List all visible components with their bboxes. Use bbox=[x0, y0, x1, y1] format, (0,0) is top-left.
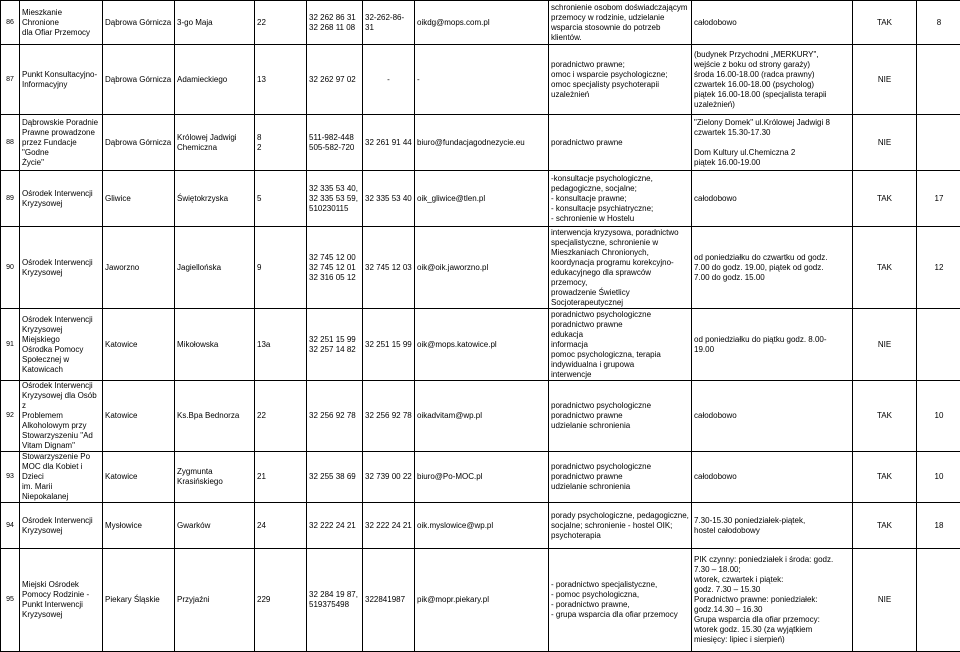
row-number: 95 bbox=[1, 549, 20, 652]
institution-name: Mieszkanie Chronione dla Ofiar Przemocy bbox=[20, 1, 103, 45]
phone-cell: 32 335 53 40, 32 335 53 59, 510230115 bbox=[307, 171, 363, 227]
institution-name: Miejski Ośrodek Pomocy Rodzinie - Punkt Interwencji Kryzysowej bbox=[20, 549, 103, 652]
email-cell: oik@mops.katowice.pl bbox=[415, 309, 549, 381]
institution-name: Stowarzyszenie Po MOC dla Kobiet i Dzieci im. Marii Niepokalanej bbox=[20, 452, 103, 503]
institution-name: Ośrodek Interwencji Kryzysowej dla Osób z Problemem Alkoholowym przy Stowarzyszeniu "Ad Vitam Dignam" bbox=[20, 381, 103, 452]
opening-hours-cell: całodobowo bbox=[692, 452, 853, 503]
shelter-cell: NIE bbox=[853, 549, 917, 652]
fax-cell: - bbox=[363, 45, 415, 115]
phone-cell: 32 256 92 78 bbox=[307, 381, 363, 452]
city-cell: Gliwice bbox=[103, 171, 175, 227]
shelter-cell: NIE bbox=[853, 115, 917, 171]
services-cell: - poradnictwo specjalistyczne, - pomoc psychologiczna, - poradnictwo prawne, - grupa wsparcia dla ofiar przemocy bbox=[549, 549, 692, 652]
places-cell: 10 bbox=[917, 381, 960, 452]
opening-hours-cell: PIK czynny: poniedziałek i środa: godz. 7.30 – 18.00; wtorek, czwartek i piątek: godz. 7.30 – 15.30 Poradnictwo prawne: poniedziałek: godz.14.30 – 16.30 Grupa wsparcia dla ofiar przemocy: wtorek godz. 15.30 (za wyjątkiem miesięcy: lipiec i sierpień) bbox=[692, 549, 853, 652]
house-number-cell: 9 bbox=[255, 227, 307, 309]
email-cell: biuro@Po-MOC.pl bbox=[415, 452, 549, 503]
fax-cell: 32 251 15 99 bbox=[363, 309, 415, 381]
row-number: 92 bbox=[1, 381, 20, 452]
places-cell: 17 bbox=[917, 171, 960, 227]
street-cell: Mikołowska bbox=[175, 309, 255, 381]
opening-hours-cell: 7.30-15.30 poniedziałek-piątek, hostel całodobowy bbox=[692, 503, 853, 549]
table-row bbox=[1, 549, 960, 652]
house-number-cell: 229 bbox=[255, 549, 307, 652]
phone-cell: 32 262 86 31 32 268 11 08 bbox=[307, 1, 363, 45]
places-cell bbox=[917, 549, 960, 652]
table-row bbox=[1, 171, 960, 227]
opening-hours-cell: (budynek Przychodni „MERKURY", wejście z boku od strony garaży) środa 16.00-18.00 (radca prawny) czwartek 16.00-18.00 (psycholog) piątek 16.00-18.00 (specjalista terapii uzależnień) bbox=[692, 45, 853, 115]
fax-cell: 32 222 24 21 bbox=[363, 503, 415, 549]
email-cell: oik.myslowice@wp.pl bbox=[415, 503, 549, 549]
house-number-cell: 22 bbox=[255, 381, 307, 452]
shelter-cell: TAK bbox=[853, 381, 917, 452]
opening-hours-cell: "Zielony Domek" ul.Królowej Jadwigi 8 czwartek 15.30-17.30 Dom Kultury ul.Chemiczna 2 piątek 16.00-19.00 bbox=[692, 115, 853, 171]
fax-cell: 32 256 92 78 bbox=[363, 381, 415, 452]
table-row bbox=[1, 1, 960, 45]
shelter-cell: NIE bbox=[853, 309, 917, 381]
opening-hours-cell: od poniedziałku do piątku godz. 8.00- 19.00 bbox=[692, 309, 853, 381]
house-number-cell: 13 bbox=[255, 45, 307, 115]
services-cell: -konsultacje psychologiczne, pedagogiczne, socjalne; - konsultacje prawne; - konsultacje psychiatryczne; - schronienie w Hostelu bbox=[549, 171, 692, 227]
table-row bbox=[1, 115, 960, 171]
places-cell bbox=[917, 309, 960, 381]
services-cell: poradnictwo psychologiczne poradnictwo prawne udzielanie schronienia bbox=[549, 452, 692, 503]
city-cell: Dąbrowa Górnicza bbox=[103, 115, 175, 171]
fax-cell: 32 739 00 22 bbox=[363, 452, 415, 503]
services-cell: poradnictwo prawne; omoc i wsparcie psychologiczne; omoc specjalisty psychoterapii uzależnień bbox=[549, 45, 692, 115]
email-cell: oik_gliwice@tlen.pl bbox=[415, 171, 549, 227]
house-number-cell: 8 2 bbox=[255, 115, 307, 171]
row-number: 88 bbox=[1, 115, 20, 171]
fax-cell: 32 745 12 03 bbox=[363, 227, 415, 309]
phone-cell: 511-982-448 505-582-720 bbox=[307, 115, 363, 171]
email-cell: biuro@fundacjagodnezycie.eu bbox=[415, 115, 549, 171]
street-cell: Świętokrzyska bbox=[175, 171, 255, 227]
row-number: 91 bbox=[1, 309, 20, 381]
house-number-cell: 13a bbox=[255, 309, 307, 381]
fax-cell: 32 261 91 44 bbox=[363, 115, 415, 171]
row-number: 94 bbox=[1, 503, 20, 549]
services-cell: poradnictwo prawne bbox=[549, 115, 692, 171]
email-cell: oikadvitam@wp.pl bbox=[415, 381, 549, 452]
city-cell: Piekary Śląskie bbox=[103, 549, 175, 652]
table-row bbox=[1, 45, 960, 115]
city-cell: Dąbrowa Górnicza bbox=[103, 45, 175, 115]
table-row bbox=[1, 503, 960, 549]
city-cell: Mysłowice bbox=[103, 503, 175, 549]
city-cell: Katowice bbox=[103, 381, 175, 452]
house-number-cell: 5 bbox=[255, 171, 307, 227]
services-cell: poradnictwo psychologiczne poradnictwo prawne udzielanie schronienia bbox=[549, 381, 692, 452]
services-cell: interwencja kryzysowa, poradnictwo specjalistyczne, schronienie w Mieszkaniach Chronionych, koordynacja programu korekcyjno- edukacyjnego dla sprawców przemocy, prowadzenie Świetlicy Socjoterapeutycznej bbox=[549, 227, 692, 309]
places-cell bbox=[917, 45, 960, 115]
table-row bbox=[1, 452, 960, 503]
street-cell: Przyjaźni bbox=[175, 549, 255, 652]
places-cell: 8 bbox=[917, 1, 960, 45]
shelter-cell: TAK bbox=[853, 452, 917, 503]
table-row bbox=[1, 309, 960, 381]
row-number: 86 bbox=[1, 1, 20, 45]
opening-hours-cell: całodobowo bbox=[692, 171, 853, 227]
phone-cell: 32 255 38 69 bbox=[307, 452, 363, 503]
street-cell: Adamieckiego bbox=[175, 45, 255, 115]
city-cell: Katowice bbox=[103, 452, 175, 503]
email-cell: pik@mopr.piekary.pl bbox=[415, 549, 549, 652]
shelter-cell: TAK bbox=[853, 503, 917, 549]
fax-cell: 322841987 bbox=[363, 549, 415, 652]
places-cell: 18 bbox=[917, 503, 960, 549]
shelter-cell: TAK bbox=[853, 227, 917, 309]
house-number-cell: 24 bbox=[255, 503, 307, 549]
city-cell: Dąbrowa Górnicza bbox=[103, 1, 175, 45]
institution-name: Ośrodek Interwencji Kryzysowej bbox=[20, 227, 103, 309]
shelter-cell: NIE bbox=[853, 45, 917, 115]
house-number-cell: 22 bbox=[255, 1, 307, 45]
opening-hours-cell: od poniedziałku do czwartku od godz. 7.00 do godz. 19.00, piątek od godz. 7.00 do godz. 15.00 bbox=[692, 227, 853, 309]
city-cell: Katowice bbox=[103, 309, 175, 381]
fax-cell: 32-262-86-31 bbox=[363, 1, 415, 45]
street-cell: Jagiellońska bbox=[175, 227, 255, 309]
places-cell bbox=[917, 115, 960, 171]
shelter-cell: TAK bbox=[853, 171, 917, 227]
institution-name: Punkt Konsultacyjno- Informacyjny bbox=[20, 45, 103, 115]
places-cell: 12 bbox=[917, 227, 960, 309]
services-cell: porady psychologiczne, pedagogiczne, socjalne; schronienie - hostel OIK; psychoterapia bbox=[549, 503, 692, 549]
street-cell: Ks.Bpa Bednorza bbox=[175, 381, 255, 452]
street-cell: Królowej Jadwigi Chemiczna bbox=[175, 115, 255, 171]
opening-hours-cell: całodobowo bbox=[692, 1, 853, 45]
institution-name: Ośrodek Interwencji Kryzysowej bbox=[20, 503, 103, 549]
institution-name: Ośrodek Interwencji Kryzysowej bbox=[20, 171, 103, 227]
services-cell: schronienie osobom doświadczającym przemocy w rodzinie, udzielanie wsparcia stosownie do potrzeb klientów. bbox=[549, 1, 692, 45]
phone-cell: 32 222 24 21 bbox=[307, 503, 363, 549]
row-number: 90 bbox=[1, 227, 20, 309]
phone-cell: 32 262 97 02 bbox=[307, 45, 363, 115]
table-row bbox=[1, 381, 960, 452]
email-cell: oikdg@mops.com.pl bbox=[415, 1, 549, 45]
house-number-cell: 21 bbox=[255, 452, 307, 503]
email-cell: - bbox=[415, 45, 549, 115]
city-cell: Jaworzno bbox=[103, 227, 175, 309]
opening-hours-cell: całodobowo bbox=[692, 381, 853, 452]
row-number: 89 bbox=[1, 171, 20, 227]
row-number: 93 bbox=[1, 452, 20, 503]
places-cell: 10 bbox=[917, 452, 960, 503]
email-cell: oik@oik.jaworzno.pl bbox=[415, 227, 549, 309]
services-cell: poradnictwo psychologiczne poradnictwo prawne edukacja informacja pomoc psychologiczna, terapia indywidualna i grupowa interwencje bbox=[549, 309, 692, 381]
shelter-cell: TAK bbox=[853, 1, 917, 45]
phone-cell: 32 745 12 00 32 745 12 01 32 316 05 12 bbox=[307, 227, 363, 309]
phone-cell: 32 251 15 99 32 257 14 82 bbox=[307, 309, 363, 381]
street-cell: Gwarków bbox=[175, 503, 255, 549]
institution-name: Ośrodek Interwencji Kryzysowej Miejskiego Ośrodka Pomocy Społecznej w Katowicach bbox=[20, 309, 103, 381]
phone-cell: 32 284 19 87, 519375498 bbox=[307, 549, 363, 652]
table-row bbox=[1, 227, 960, 309]
street-cell: 3-go Maja bbox=[175, 1, 255, 45]
row-number: 87 bbox=[1, 45, 20, 115]
fax-cell: 32 335 53 40 bbox=[363, 171, 415, 227]
street-cell: Zygmunta Krasińskiego bbox=[175, 452, 255, 503]
institution-name: Dąbrowskie Poradnie Prawne prowadzone przez Fundacje "Godne Życie" bbox=[20, 115, 103, 171]
